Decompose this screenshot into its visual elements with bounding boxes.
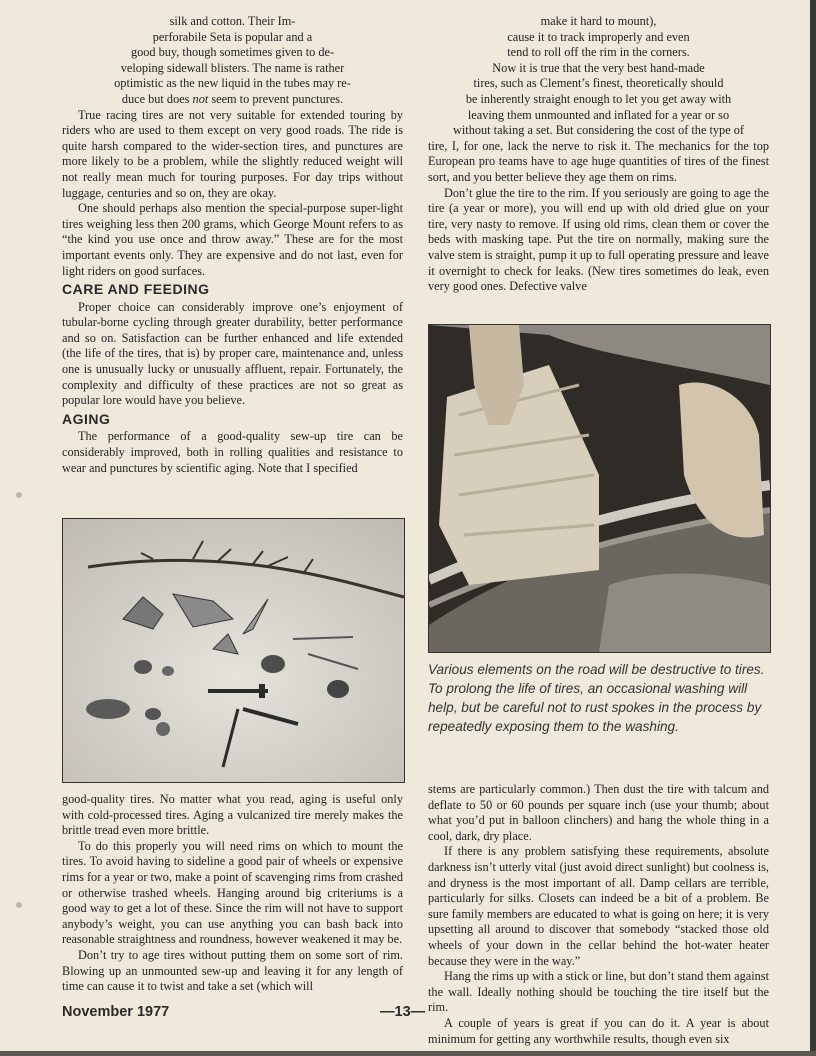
intro-line: veloping sidewall blisters. The name is rather [120, 60, 345, 75]
intro-line: optimistic as the new liquid in the tubes may re- [114, 76, 351, 91]
paragraph-rims: To do this properly you will need rims on which to mount the tires. To avoid having to sideline a good pair of wheels or expensive rims for a year or two, make a point of scavenging rims from crashed or otherwise trashed wheels. Hanging around big criteriums is a good way to get a lot of these. Since the rim will not have to support anybody’s weight, you can use anything you can bash back into reasonable straightness and roundness, however weakened it may be. [62, 838, 403, 947]
photo-caption: Various elements on the road will be destructive to tires. To prolong the life of tires, an occasional washing will help, but be careful not to rust spokes in the process by repeatedly exposing them to the washing. [428, 662, 765, 734]
paragraph-good-quality: good-quality tires. No matter what you read, aging is useful only with cold-processed tires. Aging a vulcanized tire merely makes the brittle tread even more brittle. [62, 792, 403, 838]
heading-aging: AGING [62, 410, 111, 427]
centered-line: leaving them unmounted and inflated for a year or so [467, 107, 730, 122]
intro-line-last: duce but does not seem to prevent punctures. [121, 91, 344, 106]
issue-date: November 1977 [62, 1004, 170, 1020]
tire-washing-photo [428, 324, 771, 653]
paragraph-racing-tires: True racing tires are not very suitable for extended touring by riders who are used to them except on very good roads. The ride is quite harsh compared to the wider-section tires, and punctures are more likely to be a problem, while the slightly reduced weight will not really mean much for touring purposes. For day trips without luggage, centuries and so on, they are okay. [62, 107, 403, 200]
binding-hole [16, 492, 22, 498]
page-bottom-edge [0, 1051, 816, 1056]
paragraph-care: Proper choice can considerably improve one’s enjoyment of tubular-borne cycling through greater durability, better performance and so on. Satisfaction can be further enhanced and life extended (the life of the tires, that is) by proper care, maintenance and, unless one is unusually lucky or unusually affluent, repair. Fortunately, the complexity and difficulty of these practices are not so great as popular lore would have you believe. [62, 299, 403, 408]
paragraph-aging: The performance of a good-quality sew-up tire can be considerably improved, both in rolling qualities and resistance to wear and punctures by scientific aging. Note that I specified [62, 429, 403, 475]
centered-line: tend to roll off the rim in the corners. [507, 45, 690, 60]
page-number: —13— [380, 1004, 426, 1020]
paragraph-problem: If there is any problem satisfying these requirements, absolute darkness isn’t utterly vital (just avoid direct sunlight) but coolness is, and dryness is the most important of all. Damp cellars are terrible, particularly for silks. Closets can indeed be a bit of a problem. Be sure family members are educated to what is going on here; it is very upsetting all around to discover that somebody “stacked those old wheels of your down in the cellar behind the hot-water heater because they were in the way.” [428, 844, 769, 968]
paragraph-years: A couple of years is great if you can do it. A year is about minimum for getting any worthwhile results, though even six [428, 1015, 769, 1046]
centered-line: make it hard to mount), [540, 14, 657, 28]
left-column [62, 14, 403, 476]
tire-washing-illustration [429, 325, 770, 652]
paragraph-glue: Don’t glue the tire to the rim. If you seriously are going to age the tire (a year or more), you will end up with old dried glue on your tire, very nasty to remove. If using old rims, clean them or cover the beds with masking tape. Put the tire on normally, making sure the valve stem is straight, pump it up to full operating pressure and leave it overnight to check for leaks. (New tires sometimes do leak, even very good ones. Defective valve [428, 185, 769, 294]
left-column-lower [62, 792, 403, 995]
road-debris-illustration [63, 519, 404, 782]
paragraph-dont-try: Don’t try to age tires without putting them on some sort of rim. Blowing up an unmounted sew-up and leaving it for any length of time can cause it to twist and take a set (which will [62, 947, 403, 994]
intro-line: perforabile Seta is popular and a [152, 29, 313, 44]
centered-line: Now it is true that the very best hand-made [492, 60, 705, 75]
right-column [428, 14, 769, 295]
centered-line: cause it to track improperly and even [507, 29, 690, 44]
centered-line: be inherently straight enough to let you get away with [465, 91, 732, 106]
page-edge-shadow [810, 0, 816, 1056]
paragraph-hang: Hang the rims up with a stick or line, but don’t stand them against the wall. Ideally nothing should be touching the tire itself but the rim. [428, 969, 769, 1015]
intro-line: silk and cotton. Their Im- [169, 14, 296, 28]
road-debris-photo [62, 518, 405, 783]
paragraph-continue: tire, I, for one, lack the nerve to risk it. The mechanics for the top European pro teams have to age huge quantities of tires of the finest sort, and you better believe they age them on rims. [428, 138, 769, 184]
intro-line: good buy, though sometimes given to de- [130, 45, 335, 60]
heading-care-and-feeding: CARE AND FEEDING [62, 281, 210, 298]
centered-line: without taking a set. But considering the cost of the type of [453, 123, 744, 138]
binding-hole [16, 902, 22, 908]
paragraph-superlight: One should perhaps also mention the special-purpose super-light tires weighing less then 200 grams, which George Mount refers to as “the kind you use once and throw away.” These are for the most important events only. They are expensive and do not last, even for light riders on good surfaces. [62, 201, 403, 278]
right-column-lower [428, 782, 769, 1047]
emphasis-not: not [192, 91, 209, 106]
paragraph-stems: stems are particularly common.) Then dust the tire with talcum and deflate to 50 or 60 pounds per square inch (use your thumb; about what you’d put in balloon clinchers) and hang the whole thing in a cool, dark, dry place. [428, 782, 769, 843]
centered-line: tires, such as Clement’s finest, theoretically should [473, 76, 724, 91]
